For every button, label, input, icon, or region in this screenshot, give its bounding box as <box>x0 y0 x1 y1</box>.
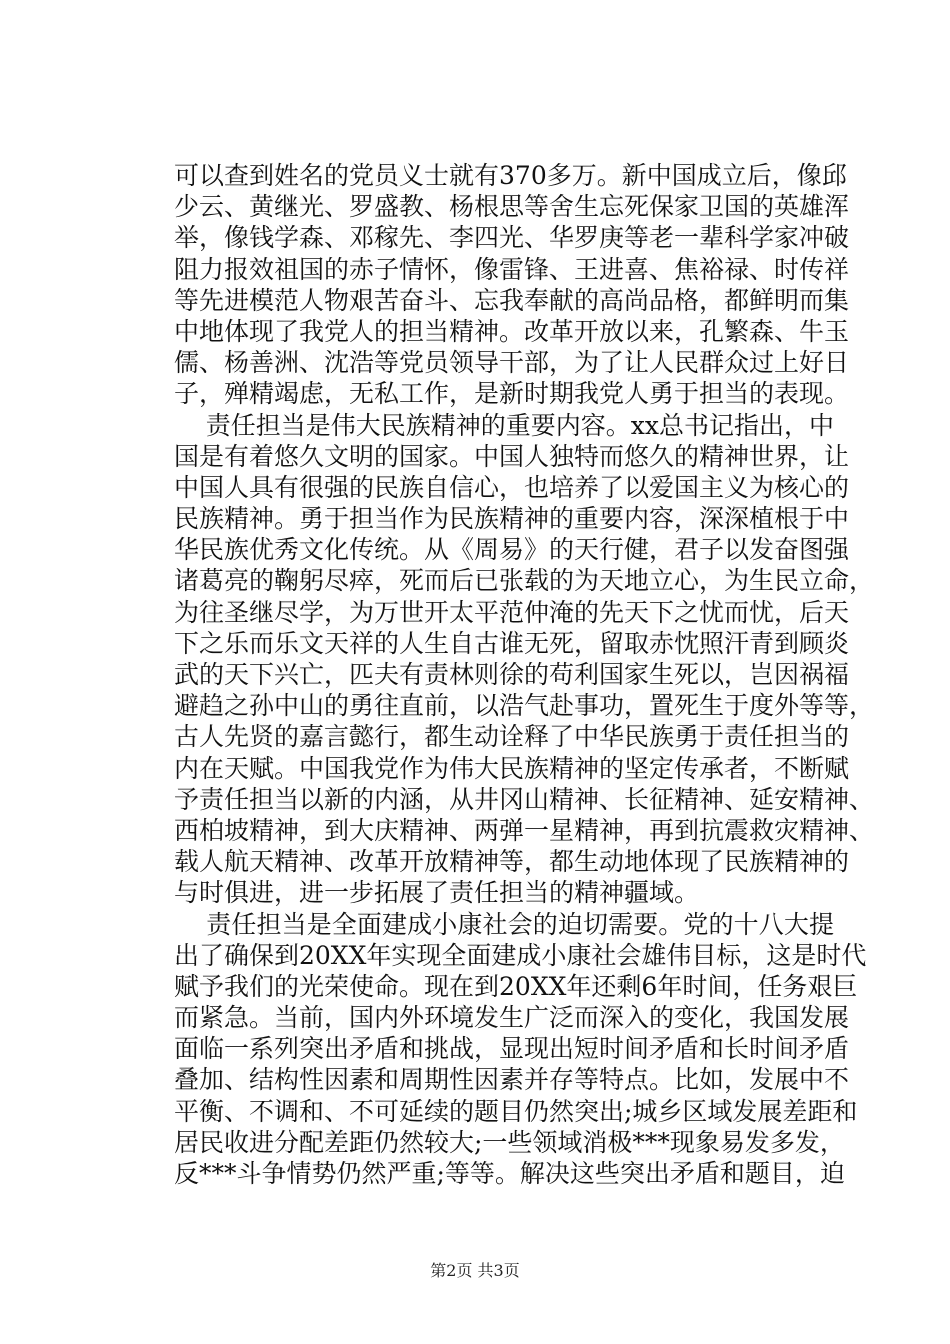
text-line: 内在天赋。中国我党作为伟大民族精神的坚定传承者，不断赋 <box>174 753 850 783</box>
text-line: 少云、黄继光、罗盛教、杨根思等舍生忘死保家卫国的英雄浑 <box>174 192 850 222</box>
text-line: 中地体现了我党人的担当精神。改革开放以来，孔繁森、牛玉 <box>174 316 850 346</box>
text-line: 国是有着悠久文明的国家。中国人独特而悠久的精神世界，让 <box>174 441 850 471</box>
text-line: 古人先贤的嘉言懿行，都生动诠释了中华民族勇于责任担当的 <box>174 722 850 752</box>
page-footer: 第2页 共3页 <box>430 1261 520 1280</box>
text-line: 武的天下兴亡，匹夫有责林则徐的苟利国家生死以，岂因祸福 <box>174 660 850 689</box>
text-line: 儒、杨善洲、沈浩等党员领导干部，为了让人民群众过上好日 <box>174 348 850 378</box>
text-line: 西柏坡精神，到大庆精神、两弹一星精神，再到抗震救灾精神、 <box>174 815 875 845</box>
text-line: 下之乐而乐文天祥的人生自古谁无死，留取赤忱照汗青到顾炎 <box>174 628 850 658</box>
text-line: 居民收进分配差距仍然较大;一些领域消极***现象易发多发， <box>174 1127 845 1157</box>
text-line: 反***斗争情势仍然严重;等等。解决这些突出矛盾和题目，迫 <box>174 1159 845 1188</box>
text-line: 民族精神。勇于担当作为民族精神的重要内容，深深植根于中 <box>174 504 850 534</box>
text-line: 举，像钱学森、邓稼先、李四光、华罗庚等老一辈科学家冲破 <box>174 223 850 253</box>
text-line: 子，殚精竭虑，无私工作，是新时期我党人勇于担当的表现。 <box>174 379 850 409</box>
text-line: 责任担当是伟大民族精神的重要内容。xx总书记指出，中 <box>174 410 834 440</box>
text-line: 阻力报效祖国的赤子情怀，像雷锋、王进喜、焦裕禄、时传祥 <box>174 254 850 284</box>
text-line: 等先进模范人物艰苦奋斗、忘我奉献的高尚品格，都鲜明而集 <box>174 285 850 315</box>
text-line: 为往圣继尽学，为万世开太平范仲淹的先天下之忧而忧，后天 <box>174 597 850 627</box>
text-line: 华民族优秀文化传统。从《周易》的天行健，君子以发奋图强 <box>174 535 850 565</box>
text-line: 载人航天精神、改革开放精神等，都生动地体现了民族精神的 <box>174 847 850 877</box>
text-line: 出了确保到20XX年实现全面建成小康社会雄伟目标，这是时代 <box>174 940 867 970</box>
text-line: 叠加、结构性因素和周期性因素并存等特点。比如，发展中不 <box>174 1065 850 1095</box>
text-line: 诸葛亮的鞠躬尽瘁，死而后已张载的为天地立心，为生民立命， <box>174 566 875 596</box>
text-line: 赋予我们的光荣使命。现在到20XX年还剩6年时间，任务艰巨 <box>174 971 858 1001</box>
text-line: 可以查到姓名的党员义士就有370多万。新中国成立后，像邱 <box>174 161 847 190</box>
text-line: 平衡、不调和、不可延续的题目仍然突出;城乡区域发展差距和 <box>174 1096 858 1126</box>
text-line: 面临一系列突出矛盾和挑战，显现出短时间矛盾和长时间矛盾 <box>174 1034 850 1064</box>
text-line: 予责任担当以新的内涵，从井冈山精神、长征精神、延安精神、 <box>174 784 875 814</box>
text-line: 而紧急。当前，国内外环境发生广泛而深入的变化，我国发展 <box>174 1003 850 1033</box>
body-text <box>174 160 875 1189</box>
text-line: 责任担当是全面建成小康社会的迫切需要。党的十八大提 <box>174 909 834 939</box>
text-line: 中国人具有很强的民族自信心，也培养了以爱国主义为核心的 <box>174 472 850 502</box>
text-line: 避趋之孙中山的勇往直前，以浩气赴事功，置死生于度外等等， <box>174 691 875 721</box>
text-line: 与时俱进，进一步拓展了责任担当的精神疆域。 <box>174 878 700 908</box>
